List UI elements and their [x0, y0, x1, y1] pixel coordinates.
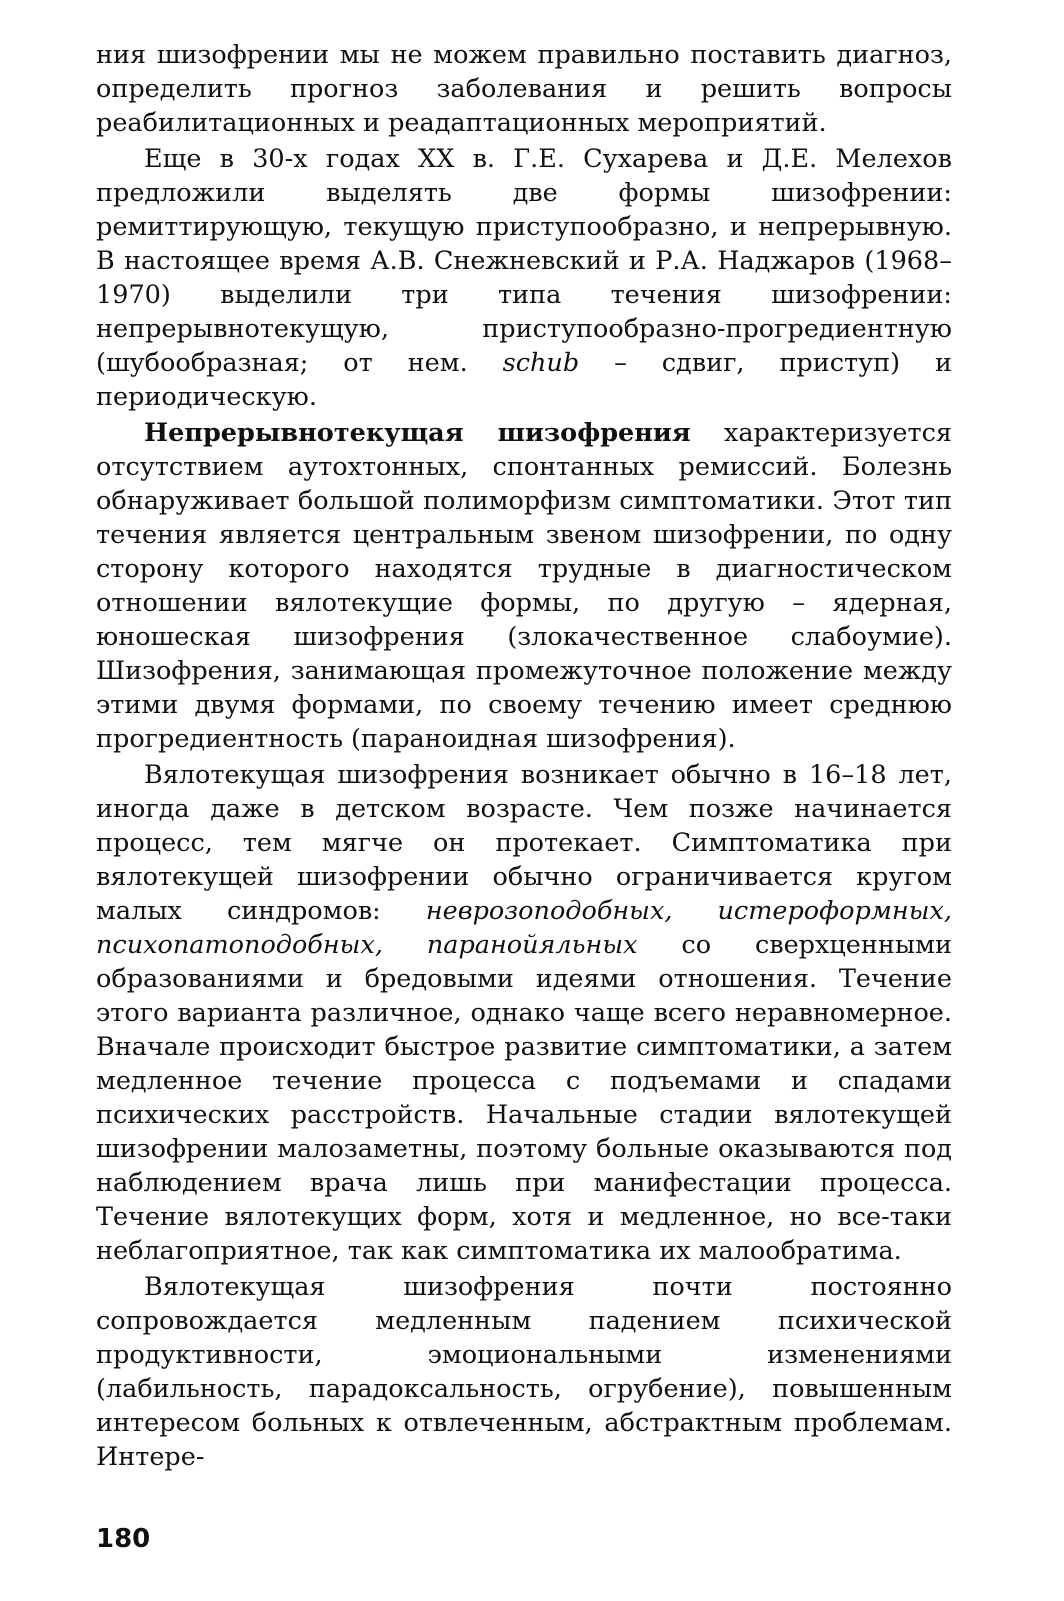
- italic-term: неврозоподобных, истероформных, психопатоподобных, паранойяльных: [96, 896, 952, 960]
- bold-term: Непрерывнотекущая шизофрения: [144, 418, 691, 448]
- paragraph-p1: [96, 38, 952, 140]
- text-run: Еще в 30-х годах XX в. Г.Е. Сухарева и Д.Е. Мелехов предложили выделять две формы шизофрении: ремиттирующую, текущую приступообразно, и непрерывную. В настоящее время А.В. Снежневский и Р.А. Наджаров (1968–1970) выделили три типа течения шизофрении: непрерывнотекущую, приступообразно-прогредиентную (шубообразная; от нем.: [96, 144, 952, 378]
- text-run: ния шизофрении мы не можем правильно поставить диагноз, определить прогноз заболевания и решить вопросы реабилитационных и реадаптационных мероприятий.: [96, 40, 952, 138]
- paragraph-p3: [96, 416, 952, 756]
- document-page: [96, 38, 952, 1476]
- text-run: со сверхценными образованиями и бредовыми идеями отношения. Течение этого варианта различное, однако чаще всего неравномерное. Вначале происходит быстрое развитие симптоматики, а затем медленное течение процесса с подъемами и спадами психических расстройств. Начальные стадии вялотекущей шизофрении малозаметны, поэтому больные оказываются под наблюдением врача лишь при манифестации процесса. Течение вялотекущих форм, хотя и медленное, но все-таки неблагоприятное, так как симптоматика их малообратима.: [96, 930, 952, 1266]
- text-run: Вялотекущая шизофрения почти постоянно сопровождается медленным падением психической продуктивности, эмоциональными изменениями (лабильность, парадоксальность, огрубение), повышенным интересом больных к отвлеченным, абстрактным проблемам. Интере-: [96, 1272, 952, 1472]
- paragraph-p2: [96, 142, 952, 414]
- page-number: 180: [96, 1524, 151, 1554]
- text-run: Вялотекущая шизофрения возникает обычно в 16–18 лет, иногда даже в детском возрасте. Чем позже начинается процесс, тем мягче он протекает. Симптоматика при вялотекущей шизофрении обычно ограничивается кругом малых синдромов:: [96, 760, 952, 926]
- italic-term: schub: [502, 348, 580, 378]
- paragraph-p4: [96, 758, 952, 1268]
- text-run: – сдвиг, приступ) и периодическую.: [96, 348, 953, 412]
- text-run: характеризуется отсутствием аутохтонных, спонтанных ремиссий. Болезнь обнаруживает большой полиморфизм симптоматики. Этот тип течения является центральным звеном шизофрении, по одну сторону которого находятся трудные в диагностическом отношении вялотекущие формы, по другую – ядерная, юношеская шизофрения (злокачественное слабоумие). Шизофрения, занимающая промежуточное положение между этими двумя формами, по своему течению имеет среднюю прогредиентность (параноидная шизофрения).: [96, 418, 953, 754]
- paragraph-p5: [96, 1270, 952, 1474]
